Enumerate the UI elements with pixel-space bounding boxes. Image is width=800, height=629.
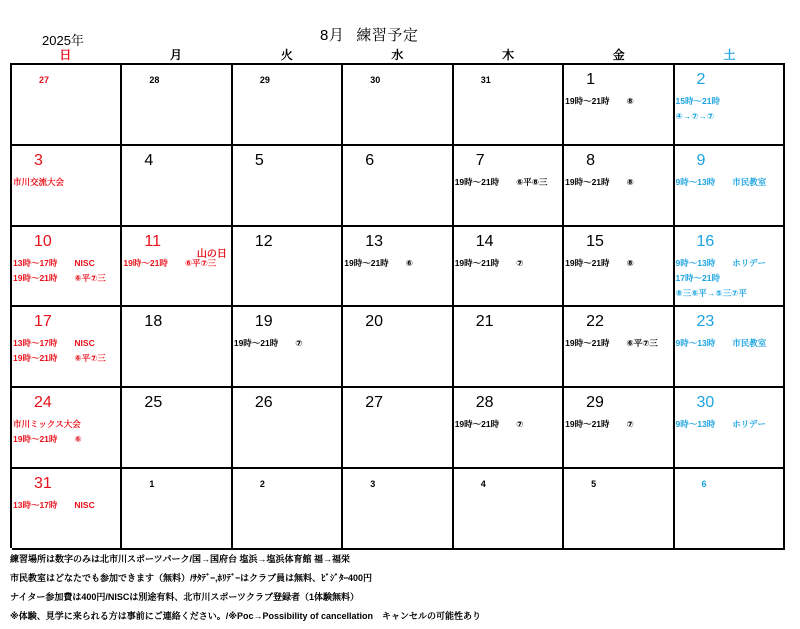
day-number: 27 [39, 75, 50, 85]
schedule-entry: 19時～21時 ⑥平⑦三 [123, 257, 217, 268]
day-number: 20 [365, 313, 384, 331]
note-line: 市民教室はどなたでも参加できます（無料）/ｻﾀﾃﾞｰ,ﾎﾘﾃﾞｰはクラブ員は無料、ﾋﾞｼﾞﾀｰ400円 [10, 573, 373, 583]
day-number: 28 [475, 394, 494, 412]
calendar-day-cell [12, 388, 122, 469]
day-number: 17 [34, 313, 52, 331]
calendar-day-cell [122, 65, 232, 146]
page-title [320, 24, 418, 45]
day-number: 1 [149, 478, 155, 489]
day-number: 5 [254, 151, 264, 169]
day-number: 18 [144, 313, 163, 331]
calendar-day-cell [675, 307, 785, 388]
calendar-day-cell [564, 307, 674, 388]
calendar-day-cell [675, 146, 785, 227]
day-number: 14 [475, 232, 494, 250]
calendar-day-cell [343, 65, 453, 146]
schedule-entry: 13時～17時 NISC [13, 338, 95, 349]
day-number: 31 [34, 474, 52, 492]
calendar-day-cell [122, 227, 232, 308]
calendar-day-cell [233, 146, 343, 227]
day-number: 3 [370, 478, 376, 489]
calendar-day-cell [454, 307, 564, 388]
day-number: 28 [149, 75, 160, 85]
schedule-entry: 19時～21時 ⑥平⑦三 [565, 338, 658, 349]
day-number: 6 [365, 151, 375, 169]
calendar-day-cell [675, 388, 785, 469]
schedule-entry: 9時～13時 ホリデー [675, 419, 767, 430]
calendar-day-cell [233, 469, 343, 550]
calendar-week [12, 146, 785, 227]
calendar-day-cell [233, 307, 343, 388]
day-number: 19 [254, 313, 273, 331]
schedule-title: 練習予定 [356, 27, 419, 44]
schedule-entry: 17時～21時 [675, 272, 720, 283]
weekday-header [10, 46, 785, 62]
calendar-day-cell [454, 227, 564, 308]
day-number: 29 [586, 394, 604, 412]
note-line: 練習場所は数字のみは北市川スポーツパーク/国→国府台 塩浜→塩浜体育館 福→福栄 [10, 554, 350, 564]
calendar-day-cell [454, 146, 564, 227]
schedule-entry: ⑧三⑥平→⑤三⑦平 [675, 287, 747, 298]
day-number: 27 [365, 394, 384, 412]
note-line: ※体験、見学に来られる方は事前にご連絡ください。/※Poc→Possibility of cancellation キャンセルの可能性あり [10, 611, 482, 621]
day-number: 16 [696, 232, 715, 250]
calendar-day-cell [454, 65, 564, 146]
day-number: 15 [586, 232, 604, 250]
calendar-day-cell [564, 388, 674, 469]
schedule-entry: 19時～21時 ⑥ [13, 434, 82, 445]
notes-section [10, 550, 790, 626]
calendar-grid [10, 63, 785, 548]
calendar-day-cell [122, 469, 232, 550]
weekday-label: 土 [723, 48, 736, 62]
day-number: 5 [591, 478, 597, 489]
calendar-day-cell [233, 65, 343, 146]
schedule-entry: 19時～21時 ⑥平⑦三 [13, 272, 106, 283]
day-number: 1 [586, 71, 596, 88]
day-number: 4 [144, 151, 154, 169]
calendar-day-cell [454, 469, 564, 550]
calendar-day-cell [12, 469, 122, 550]
day-number: 6 [701, 478, 707, 489]
schedule-entry: 19時～21時 ⑦ [454, 257, 524, 268]
weekday-label: 月 [170, 48, 183, 62]
day-number: 12 [254, 232, 273, 250]
calendar-day-cell [564, 65, 674, 146]
schedule-entry: 市川ミックス大会 [13, 419, 81, 430]
calendar-day-cell [233, 388, 343, 469]
calendar-day-cell [122, 146, 232, 227]
calendar-day-cell [564, 227, 674, 308]
weekday-label: 火 [280, 48, 293, 62]
calendar-day-cell [343, 146, 453, 227]
calendar-day-cell [564, 469, 674, 550]
calendar-week [12, 307, 785, 388]
calendar-week [12, 469, 785, 550]
schedule-entry: ④→⑦→⑦ [675, 111, 715, 121]
weekday-label: 木 [502, 48, 515, 62]
day-number: 30 [696, 394, 715, 412]
schedule-entry: 13時～17時 NISC [13, 499, 95, 510]
day-number: 30 [370, 75, 381, 85]
calendar-day-cell [12, 65, 122, 146]
schedule-entry: 19時～21時 ⑥平⑧三 [454, 176, 548, 187]
day-number: 22 [586, 313, 604, 331]
calendar-day-cell [233, 227, 343, 308]
schedule-entry: 19時～21時 ⑥ [344, 257, 413, 268]
schedule-entry: 9時～13時 市民教室 [675, 338, 767, 349]
day-number: 2 [259, 478, 265, 489]
holiday-label: 山の日 [196, 248, 227, 260]
schedule-entry: 19時～21時 ⑧ [565, 96, 634, 106]
schedule-entry: 9時～13時 ホリデー [675, 257, 767, 268]
day-number: 7 [475, 151, 485, 169]
calendar-day-cell [122, 307, 232, 388]
day-number: 8 [586, 151, 596, 169]
schedule-entry: 19時～21時 ⑧ [565, 176, 634, 187]
calendar-week [12, 65, 785, 146]
calendar-day-cell [12, 146, 122, 227]
calendar-day-cell [343, 388, 453, 469]
day-number: 29 [259, 75, 270, 85]
schedule-entry: 19時～21時 ⑧ [565, 257, 634, 268]
schedule-entry: 市川交流大会 [13, 176, 65, 187]
calendar-day-cell [343, 307, 453, 388]
day-number: 26 [254, 394, 273, 412]
schedule-entry: 13時～17時 NISC [13, 257, 95, 268]
calendar-day-cell [343, 469, 453, 550]
month-label: 8月 [320, 27, 345, 44]
day-number: 3 [34, 151, 43, 169]
weekday-label: 水 [391, 48, 404, 62]
day-number: 23 [696, 313, 715, 331]
calendar-day-cell [564, 146, 674, 227]
year-label: 2025年 [42, 33, 84, 48]
day-number: 2 [696, 71, 706, 88]
calendar-week [12, 227, 785, 308]
schedule-entry: 19時～21時 ⑦ [565, 419, 634, 430]
day-number: 11 [144, 232, 162, 250]
day-number: 9 [696, 151, 706, 169]
schedule-entry: 9時～13時 市民教室 [675, 176, 767, 187]
calendar-day-cell [454, 388, 564, 469]
day-number: 24 [34, 394, 52, 412]
weekday-label: 金 [612, 48, 625, 62]
day-number: 13 [365, 232, 384, 250]
calendar-day-cell [343, 227, 453, 308]
calendar-day-cell [675, 65, 785, 146]
weekday-label: 日 [59, 48, 72, 62]
calendar-day-cell [12, 227, 122, 308]
note-line: ナイター参加費は400円/NISCは別途有料、北市川スポーツクラブ登録者（1体験無料） [10, 592, 359, 602]
day-number: 21 [475, 313, 494, 331]
day-number: 10 [34, 232, 52, 250]
schedule-entry: 15時～21時 [675, 96, 720, 106]
day-number: 25 [144, 394, 163, 412]
schedule-entry: 19時～21時 ⑦ [233, 338, 303, 349]
day-number: 4 [480, 478, 486, 489]
calendar-day-cell [12, 307, 122, 388]
day-number: 31 [480, 75, 491, 85]
schedule-entry: 19時～21時 ⑦ [454, 419, 524, 430]
schedule-entry: 19時～21時 ⑥平⑦三 [13, 353, 106, 364]
calendar-day-cell [675, 227, 785, 308]
calendar-week [12, 388, 785, 469]
calendar-day-cell [122, 388, 232, 469]
calendar-day-cell [675, 469, 785, 550]
